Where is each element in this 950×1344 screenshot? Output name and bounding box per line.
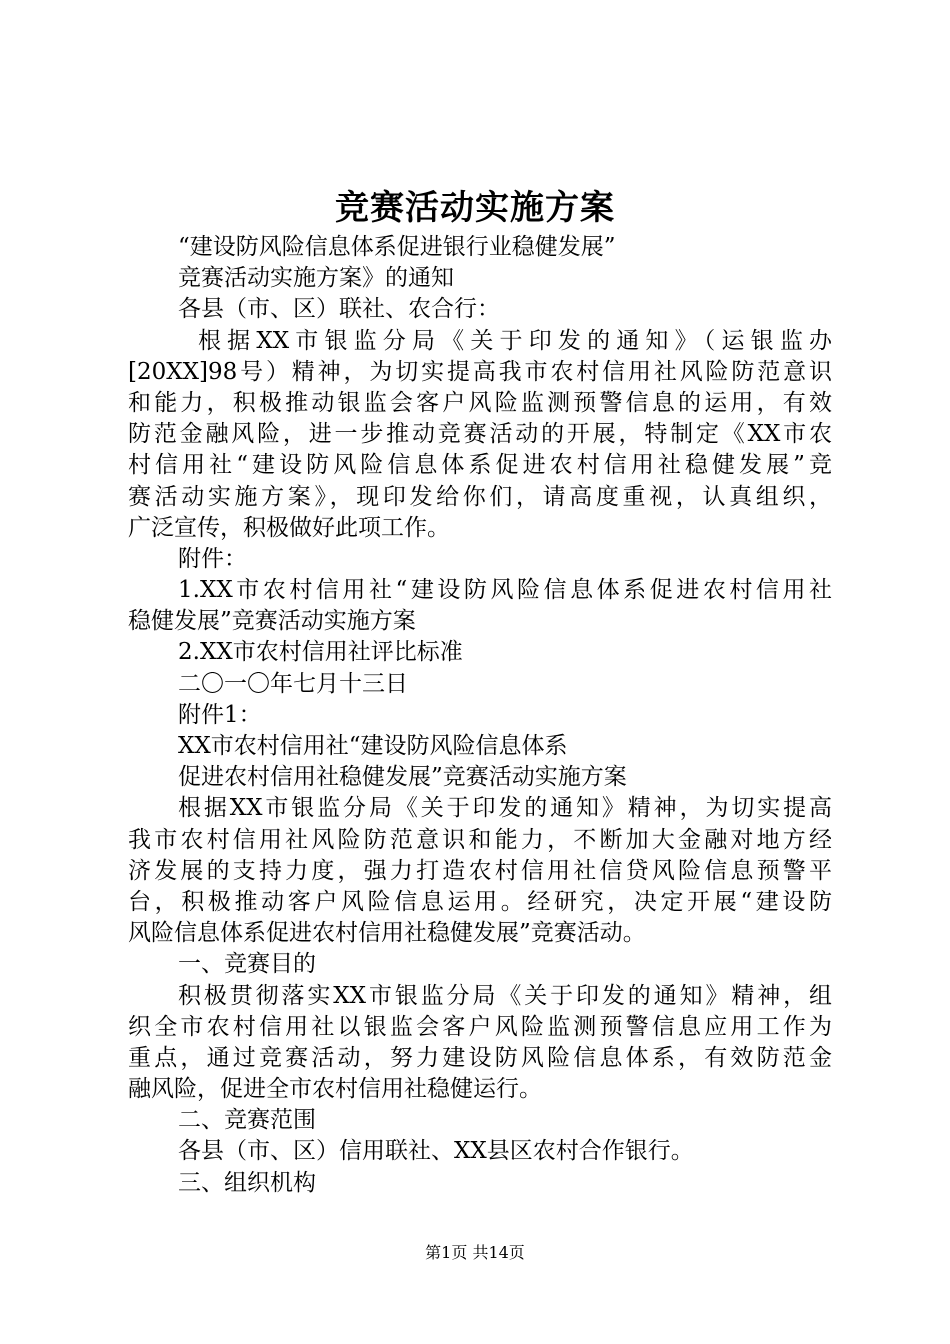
- body-line: 附件1：: [178, 701, 262, 728]
- body-line: 防范金融风险，进一步推动竞赛活动的开展，特制定《XX市农: [128, 421, 832, 448]
- body-line: 赛活动实施方案》，现印发给你们，请高度重视，认真组织，: [128, 483, 832, 510]
- body-line: 济发展的支持力度，强力打造农村信用社信贷风险信息预警平: [128, 857, 832, 884]
- body-line: 1.XX市农村信用社“建设防风险信息体系促进农村信用社: [178, 577, 832, 604]
- body-line: 稳健发展”竞赛活动实施方案: [128, 608, 416, 635]
- document-body: [128, 232, 832, 1199]
- body-line: 竞赛活动实施方案》的通知: [178, 265, 454, 292]
- body-line: 二〇一〇年七月十三日: [178, 670, 408, 697]
- body-line: 风险信息体系促进农村信用社稳健发展”竞赛活动。: [128, 920, 646, 947]
- body-line: 附件：: [178, 545, 247, 572]
- body-line: “建设防风险信息体系促进银行业稳健发展”: [178, 234, 616, 260]
- body-line: 2.XX市农村信用社评比标准: [178, 639, 463, 666]
- section-heading: 一、竞赛目的: [178, 951, 316, 978]
- body-line: 台，积极推动客户风险信息运用。经研究，决定开展“建设防: [128, 888, 832, 915]
- body-line: XX市农村信用社“建设防风险信息体系: [178, 733, 568, 759]
- body-line: 各县（市、区）信用联社、XX县区农村合作银行。: [178, 1138, 694, 1165]
- section-heading: 二、竞赛范围: [178, 1107, 316, 1134]
- body-line: 积极贯彻落实XX市银监分局《关于印发的通知》精神，组: [178, 982, 832, 1009]
- body-line: 根据XX市银监分局《关于印发的通知》（运银监办: [198, 327, 832, 354]
- body-line: 广泛宣传，积极做好此项工作。: [128, 514, 450, 541]
- body-line: 重点，通过竞赛活动，努力建设防风险信息体系，有效防范金: [128, 1044, 832, 1071]
- body-line: 各县（市、区）联社、农合行：: [178, 296, 500, 323]
- document-title: 竞赛活动实施方案: [335, 188, 615, 228]
- body-line: 村信用社“建设防风险信息体系促进农村信用社稳健发展”竞: [128, 452, 832, 479]
- page-footer: 第1页 共14页: [425, 1243, 525, 1262]
- section-heading: 三、组织机构: [178, 1169, 316, 1196]
- body-line: 融风险，促进全市农村信用社稳健运行。: [128, 1076, 542, 1103]
- body-line: 我市农村信用社风险防范意识和能力，不断加大金融对地方经: [128, 826, 832, 853]
- body-line: [20XX]98号）精神，为切实提高我市农村信用社风险防范意识: [128, 358, 832, 385]
- body-line: 根据XX市银监分局《关于印发的通知》精神，为切实提高: [178, 795, 832, 822]
- body-line: 促进农村信用社稳健发展”竞赛活动实施方案: [178, 764, 627, 791]
- body-line: 织全市农村信用社以银监会客户风险监测预警信息应用工作为: [128, 1013, 832, 1040]
- body-line: 和能力，积极推动银监会客户风险监测预警信息的运用，有效: [128, 389, 832, 416]
